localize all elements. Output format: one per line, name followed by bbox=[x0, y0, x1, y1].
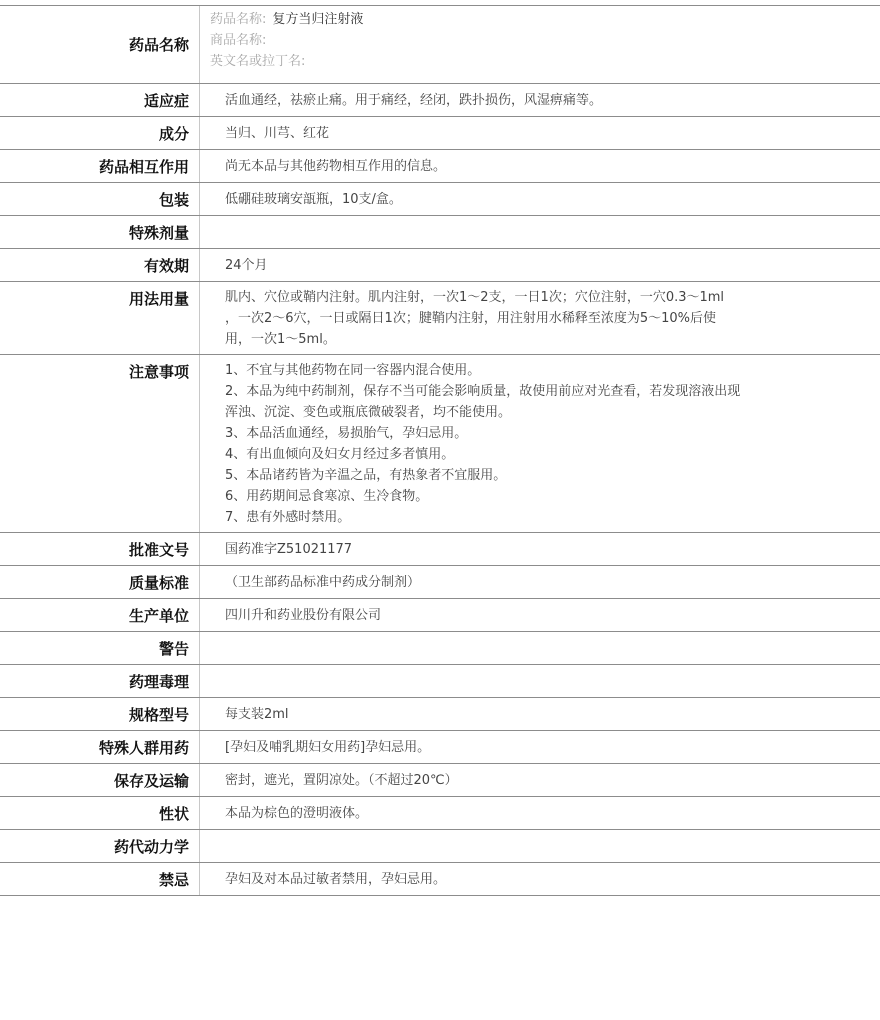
row-storage bbox=[0, 764, 880, 797]
row-contraindications bbox=[0, 863, 880, 896]
row-toxicology bbox=[0, 665, 880, 698]
row-precautions bbox=[0, 355, 880, 533]
row-value-packaging: 低硼硅玻璃安瓿瓶，10支/盒。 bbox=[225, 191, 402, 207]
row-label-interactions: 药品相互作用 bbox=[0, 150, 200, 182]
row-label-appearance: 性状 bbox=[0, 797, 200, 829]
row-value-interactions: 尚无本品与其他药物相互作用的信息。 bbox=[225, 158, 447, 174]
row-value-ingredients: 当归、川芎、红花 bbox=[225, 125, 330, 141]
row-label-contraindications: 禁忌 bbox=[0, 863, 200, 895]
row-value-indications: 活血通经，祛瘀止痛。用于痛经，经闭，跌扑损伤，风湿痹痛等。 bbox=[225, 92, 603, 108]
english-name-line bbox=[210, 51, 870, 72]
row-label-special-dose: 特殊剂量 bbox=[0, 216, 200, 248]
row-value-pharmacokinetics bbox=[200, 830, 880, 862]
row-special-population bbox=[0, 731, 880, 764]
precaution-line: 4、有出血倾向及妇女月经过多者慎用。 bbox=[225, 447, 455, 462]
row-pharmacokinetics bbox=[0, 830, 880, 863]
row-appearance bbox=[0, 797, 880, 830]
row-value-specification: 每支装2ml bbox=[225, 706, 289, 722]
row-label-drug-name: 药品名称 bbox=[0, 6, 200, 83]
row-label-usage: 用法用量 bbox=[0, 282, 200, 354]
precaution-line: 1、不宜与其他药物在同一容器内混合使用。 bbox=[225, 363, 481, 378]
row-value-warning bbox=[200, 632, 880, 664]
row-label-precautions: 注意事项 bbox=[0, 355, 200, 532]
row-label-pharmacokinetics: 药代动力学 bbox=[0, 830, 200, 862]
trade-name-key: 商品名称: bbox=[210, 33, 267, 48]
row-value-manufacturer: 四川升和药业股份有限公司 bbox=[225, 607, 382, 623]
row-label-shelf-life: 有效期 bbox=[0, 249, 200, 281]
row-value-special-dose bbox=[200, 216, 880, 248]
row-value-precautions bbox=[200, 355, 880, 532]
row-value-shelf-life: 24个月 bbox=[225, 257, 268, 273]
usage-line: ，一次2～6穴，一日或隔日1次；腱鞘内注射，用注射用水稀释至浓度为5～10%后使 bbox=[225, 311, 716, 326]
row-approval bbox=[0, 533, 880, 566]
row-value-toxicology bbox=[200, 665, 880, 697]
row-value-special-population: [孕妇及哺乳期妇女用药]孕妇忌用。 bbox=[225, 739, 431, 755]
precaution-line: 7、患有外感时禁用。 bbox=[225, 510, 351, 525]
row-label-ingredients: 成分 bbox=[0, 117, 200, 149]
row-label-specification: 规格型号 bbox=[0, 698, 200, 730]
row-value-quality-standard: （卫生部药品标准中药成分制剂） bbox=[225, 574, 421, 590]
row-warning bbox=[0, 632, 880, 665]
row-label-approval: 批准文号 bbox=[0, 533, 200, 565]
row-value-approval: 国药准字Z51021177 bbox=[225, 541, 353, 557]
row-label-quality-standard: 质量标准 bbox=[0, 566, 200, 598]
english-name-key: 英文名或拉丁名: bbox=[210, 54, 306, 69]
row-specification bbox=[0, 698, 880, 731]
row-value-storage: 密封，遮光，置阴凉处。（不超过20℃） bbox=[225, 772, 458, 788]
row-label-warning: 警告 bbox=[0, 632, 200, 664]
row-value-usage bbox=[200, 282, 880, 354]
generic-name-line bbox=[210, 9, 870, 30]
row-indications bbox=[0, 84, 880, 117]
row-interactions bbox=[0, 150, 880, 183]
generic-name-value: 复方当归注射液 bbox=[272, 12, 364, 27]
row-packaging bbox=[0, 183, 880, 216]
usage-line: 用，一次1～5ml。 bbox=[225, 332, 336, 347]
row-label-indications: 适应症 bbox=[0, 84, 200, 116]
usage-line: 肌内、穴位或鞘内注射。肌内注射，一次1～2支，一日1次；穴位注射，一穴0.3～1ml bbox=[225, 290, 725, 305]
precaution-line: 5、本品诸药皆为辛温之品，有热象者不宜服用。 bbox=[225, 468, 507, 483]
row-special-dose bbox=[0, 216, 880, 249]
trade-name-line bbox=[210, 30, 870, 51]
row-ingredients bbox=[0, 117, 880, 150]
row-label-manufacturer: 生产单位 bbox=[0, 599, 200, 631]
row-value-appearance: 本品为棕色的澄明液体。 bbox=[225, 805, 369, 821]
precaution-line: 3、本品活血通经，易损胎气，孕妇忌用。 bbox=[225, 426, 468, 441]
row-shelf-life bbox=[0, 249, 880, 282]
row-label-packaging: 包装 bbox=[0, 183, 200, 215]
drug-name-values bbox=[200, 6, 880, 83]
precaution-line: 6、用药期间忌食寒凉、生冷食物。 bbox=[225, 489, 429, 504]
row-drug-name bbox=[0, 6, 880, 84]
precaution-line: 浑浊、沉淀、变色或瓶底微破裂者，均不能使用。 bbox=[225, 405, 512, 420]
generic-name-key: 药品名称: bbox=[210, 12, 267, 27]
precaution-line: 2、本品为纯中药制剂，保存不当可能会影响质量，故使用前应对光查看，若发现溶液出现 bbox=[225, 384, 741, 399]
row-value-contraindications: 孕妇及对本品过敏者禁用，孕妇忌用。 bbox=[225, 871, 447, 887]
row-manufacturer bbox=[0, 599, 880, 632]
row-usage bbox=[0, 282, 880, 355]
drug-spec-table bbox=[0, 5, 880, 896]
row-label-special-population: 特殊人群用药 bbox=[0, 731, 200, 763]
row-label-toxicology: 药理毒理 bbox=[0, 665, 200, 697]
row-label-storage: 保存及运输 bbox=[0, 764, 200, 796]
row-quality-standard bbox=[0, 566, 880, 599]
